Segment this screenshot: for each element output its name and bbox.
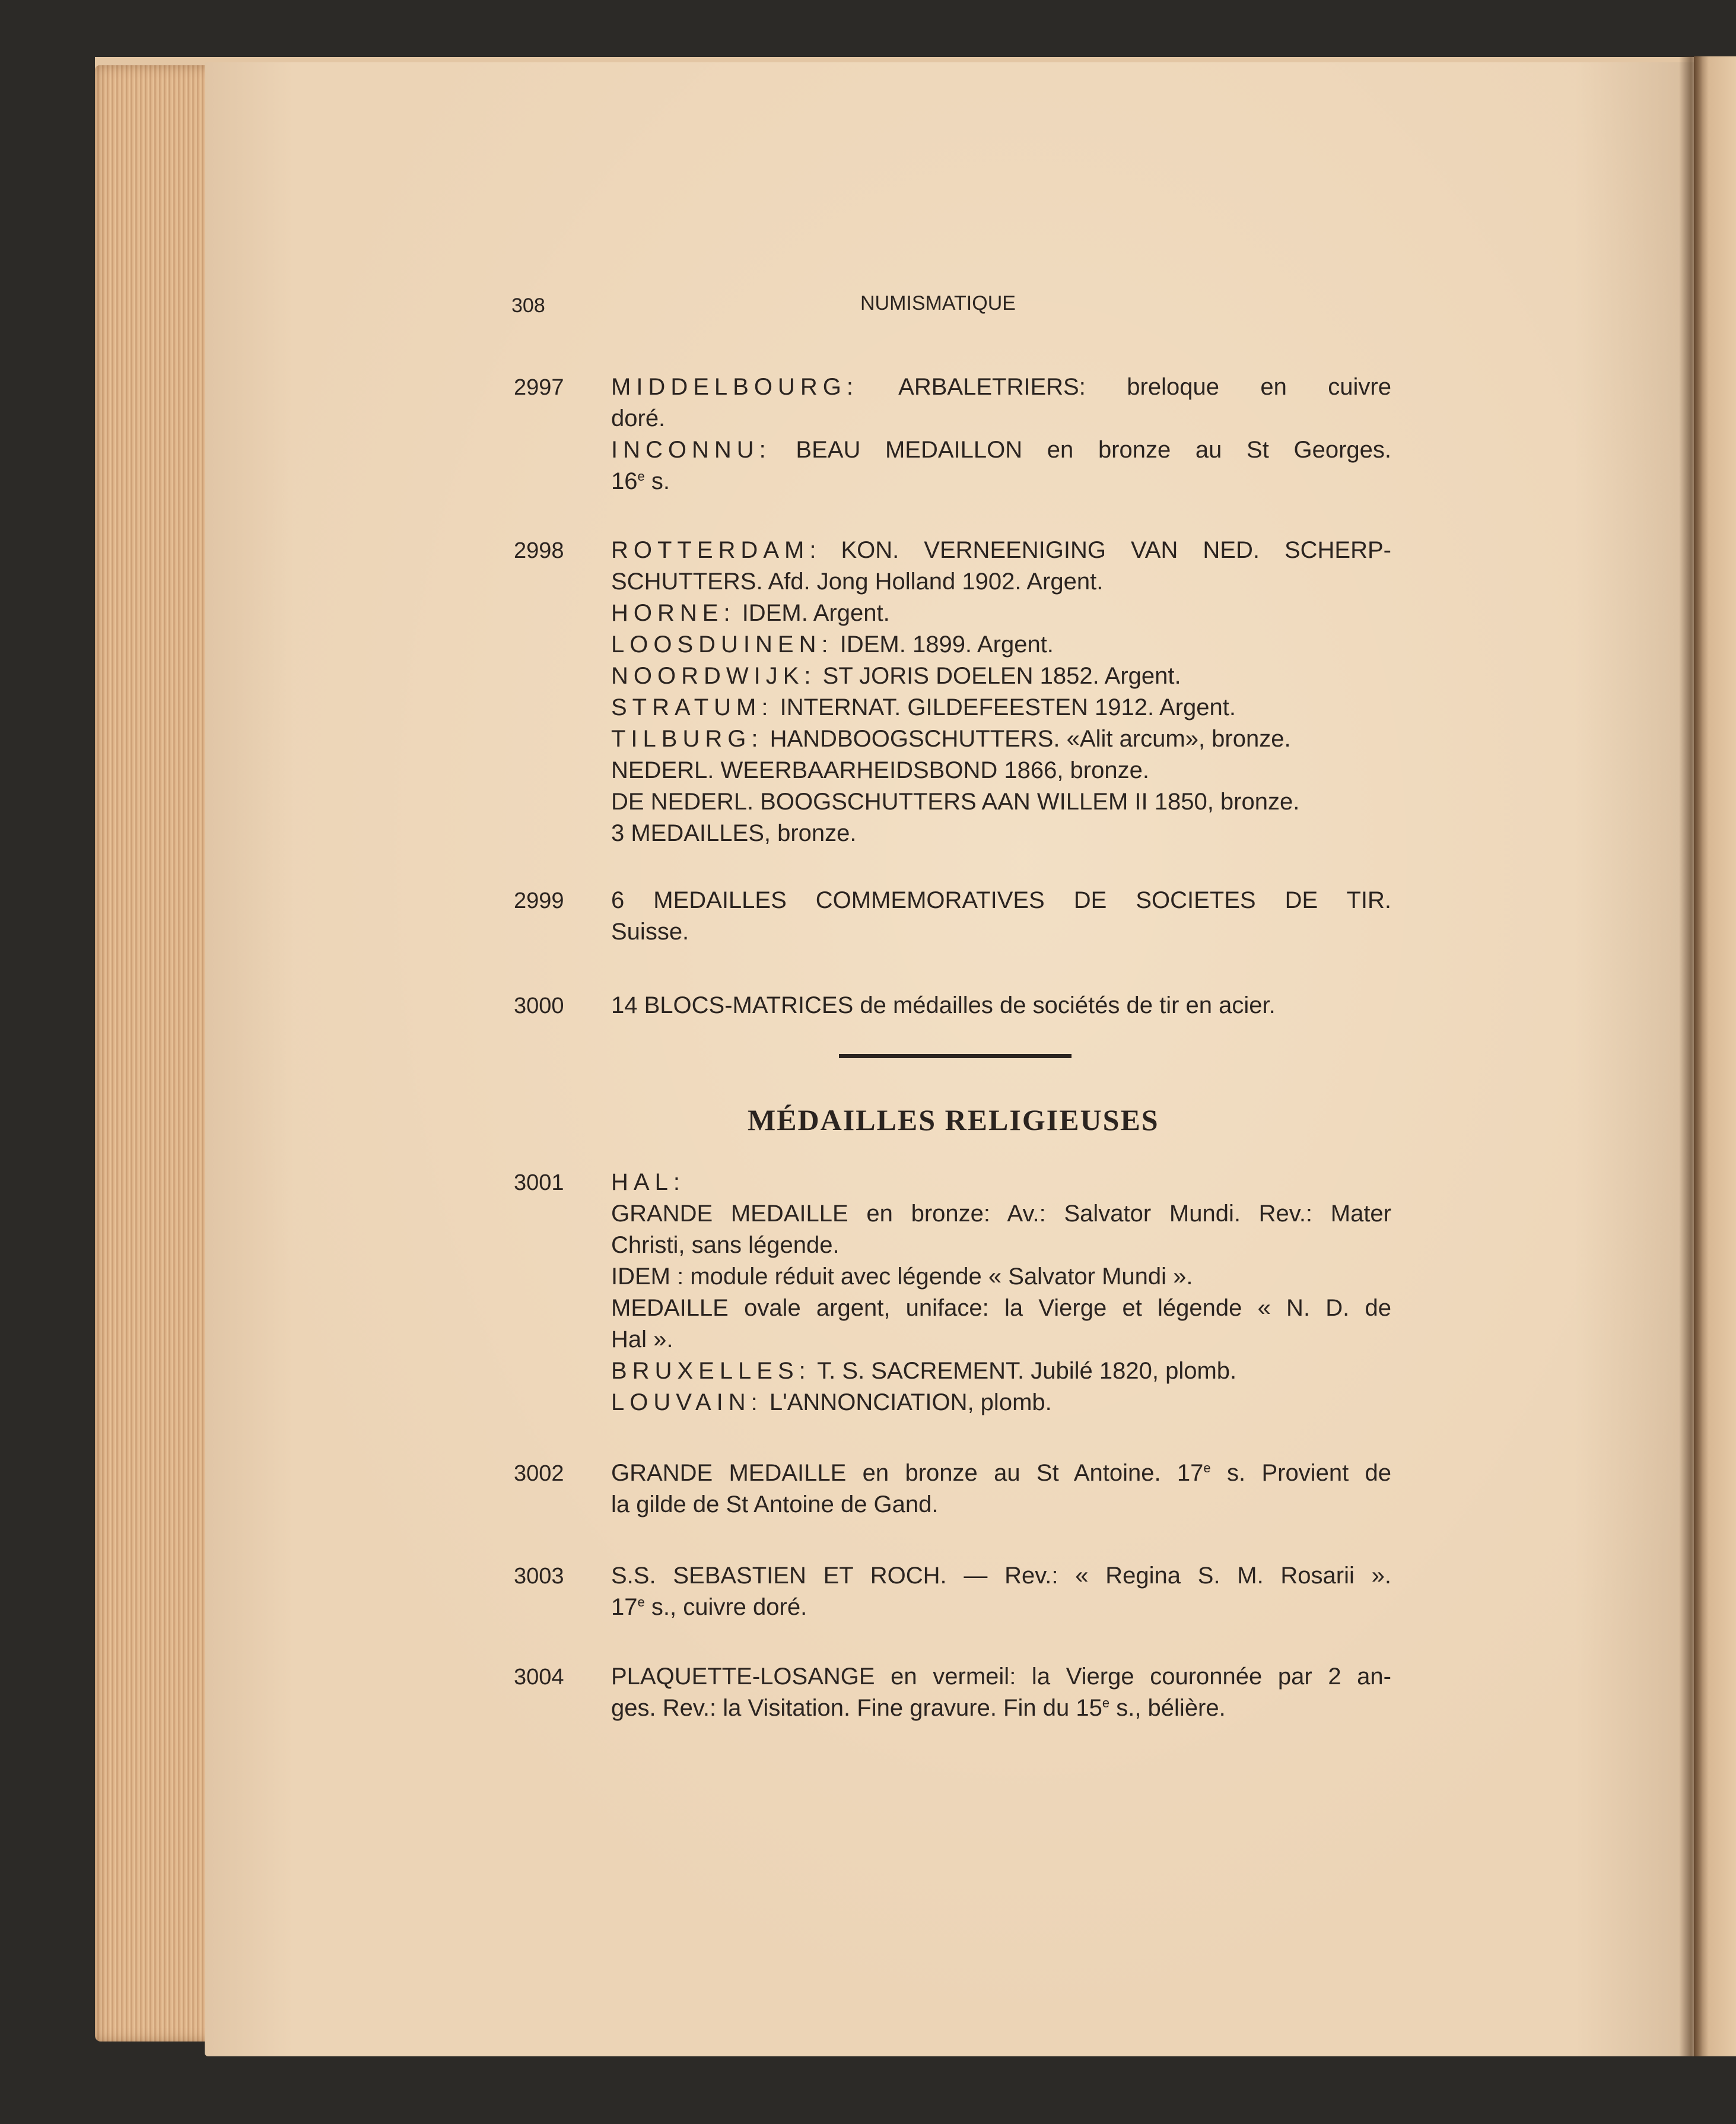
entry-line: [611, 663, 1391, 690]
ordinal-superscript: e: [1203, 1461, 1211, 1475]
gutter-shadow: [1679, 56, 1703, 2056]
entry-text: BEAU MEDAILLON en bronze au St Georges.: [771, 437, 1391, 463]
entry-line: [611, 1389, 1391, 1416]
lot-number: 3004: [514, 1665, 564, 1690]
entry-text: : KON. VERNEENIGING VAN NED. SCHERP-: [809, 537, 1391, 563]
lot-number: 3002: [514, 1461, 564, 1486]
place-name: INCONNU:: [611, 437, 771, 463]
place-name: MIDDELBOURG:: [611, 374, 859, 400]
entry-text: MEDAILLE ovale argent, uniface: la Vierge et légende « N. D. de: [611, 1295, 1391, 1321]
entry-text: la gilde de St Antoine de Gand.: [611, 1491, 939, 1517]
entry-text: GRANDE MEDAILLE en bronze au St Antoine. 17: [611, 1460, 1204, 1486]
entry-line: [611, 1169, 1391, 1196]
lot-number: 3001: [514, 1170, 564, 1195]
place-name: STRATUM:: [611, 694, 774, 720]
page-edges: [95, 65, 222, 2042]
entry-line: [611, 694, 1391, 721]
entry-line: [611, 374, 1391, 401]
entry-line: [611, 1326, 1391, 1353]
lot-number: 3003: [514, 1564, 564, 1589]
lot-number: 2998: [514, 538, 564, 563]
entry-line: [611, 1594, 1391, 1621]
place-name: NOORDWIJK:: [611, 663, 816, 689]
entry-text: ST JORIS DOELEN 1852. Argent.: [816, 663, 1181, 689]
place-name: HAL:: [611, 1169, 685, 1195]
entry-text: GRANDE MEDAILLE en bronze: Av.: Salvator Mundi. Rev.: Mater: [611, 1201, 1391, 1227]
ordinal-superscript: e: [637, 469, 645, 484]
catalogue-page: [205, 62, 1694, 2056]
place-name: BRUXELLES:: [611, 1358, 811, 1384]
lot-number: 2997: [514, 375, 564, 400]
entry-line: [611, 569, 1391, 595]
entry-line: [611, 1295, 1391, 1322]
entry-text: Hal ».: [611, 1326, 673, 1352]
entry-text: SCHUTTERS. Afd. Jong Holland 1902. Argent.: [611, 569, 1104, 595]
entry-text: ges. Rev.: la Visitation. Fine gravure. Fin du 15: [611, 1695, 1102, 1721]
entry-text: PLAQUETTE-LOSANGE en vermeil: la Vierge couronnée par 2 an-: [611, 1663, 1391, 1690]
entry-line: [611, 1695, 1391, 1722]
entry-text: IDEM. Argent.: [735, 600, 890, 626]
entry-text: doré.: [611, 405, 666, 431]
entry-line: [611, 1232, 1391, 1259]
entry-line: [611, 820, 1391, 847]
entry-line: [611, 757, 1391, 784]
entry-line: [611, 437, 1391, 463]
entry-text: 17: [611, 1594, 638, 1620]
section-divider: [839, 1054, 1072, 1058]
entry-text: NEDERL. WEERBAARHEIDSBOND 1866, bronze.: [611, 757, 1149, 783]
entry-text: HANDBOOGSCHUTTERS. «Alit arcum», bronze.: [763, 726, 1291, 752]
entry-text: S.S. SEBASTIEN ET ROCH. — Rev.: « Regina S. M. Rosarii ».: [611, 1563, 1391, 1589]
entry-text: Christi, sans légende.: [611, 1232, 840, 1258]
entry-line: [611, 537, 1391, 564]
entry-line: [611, 1663, 1391, 1690]
entry-text: IDEM. 1899. Argent.: [833, 631, 1054, 658]
entry-line: [611, 1358, 1391, 1385]
place-name: HORNE:: [611, 600, 736, 626]
entry-text: 6 MEDAILLES COMMEMORATIVES DE SOCIETES DE TIR.: [611, 887, 1391, 913]
entry-line: [611, 992, 1391, 1019]
entry-line: [611, 1263, 1391, 1290]
entry-text: 14 BLOCS-MATRICES de médailles de sociétés de tir en acier.: [611, 992, 1276, 1018]
entry-text: Suisse.: [611, 919, 689, 945]
entry-text: IDEM : module réduit avec légende « Salvator Mundi ».: [611, 1263, 1193, 1290]
entry-line: [611, 600, 1391, 627]
entry-line: [611, 468, 1391, 495]
entry-text: INTERNAT. GILDEFEESTEN 1912. Argent.: [773, 694, 1236, 720]
place-name: LOOSDUINEN:: [611, 631, 834, 658]
place-name: LOUVAIN:: [611, 1389, 763, 1415]
entry-line: [611, 887, 1391, 914]
entry-line: [611, 1563, 1391, 1589]
running-title: NUMISMATIQUE: [860, 292, 1016, 315]
entry-line: [611, 919, 1391, 945]
section-title: MÉDAILLES RELIGIEUSES: [748, 1103, 1159, 1136]
entry-line: [611, 789, 1391, 815]
entry-text-tail: s. Provient de: [1210, 1460, 1391, 1486]
entry-line: [611, 1460, 1391, 1487]
entry-text: T. S. SACREMENT. Jubilé 1820, plomb.: [810, 1358, 1237, 1384]
entry-text-tail: s.: [644, 468, 670, 494]
place-name: ROTTERDAM: [611, 537, 810, 563]
place-name: TILBURG:: [611, 726, 764, 752]
entry-line: [611, 405, 1391, 432]
page-number: 308: [511, 294, 545, 317]
entry-text: DE NEDERL. BOOGSCHUTTERS AAN WILLEM II 1850, bronze.: [611, 789, 1300, 815]
entry-text: ARBALETRIERS: breloque en cuivre: [858, 374, 1391, 400]
entry-line: [611, 631, 1391, 658]
entry-line: [611, 726, 1391, 753]
entry-text-tail: s., cuivre doré.: [644, 1594, 807, 1620]
entry-line: [611, 1201, 1391, 1227]
entry-text: 3 MEDAILLES, bronze.: [611, 820, 857, 846]
ordinal-superscript: e: [637, 1595, 645, 1609]
entry-text-tail: s., bélière.: [1109, 1695, 1226, 1721]
entry-text: L'ANNONCIATION, plomb.: [762, 1389, 1052, 1415]
entry-line: [611, 1491, 1391, 1518]
lot-number: 2999: [514, 888, 564, 913]
entry-text: 16: [611, 468, 638, 494]
ordinal-superscript: e: [1102, 1696, 1110, 1710]
lot-number: 3000: [514, 993, 564, 1018]
